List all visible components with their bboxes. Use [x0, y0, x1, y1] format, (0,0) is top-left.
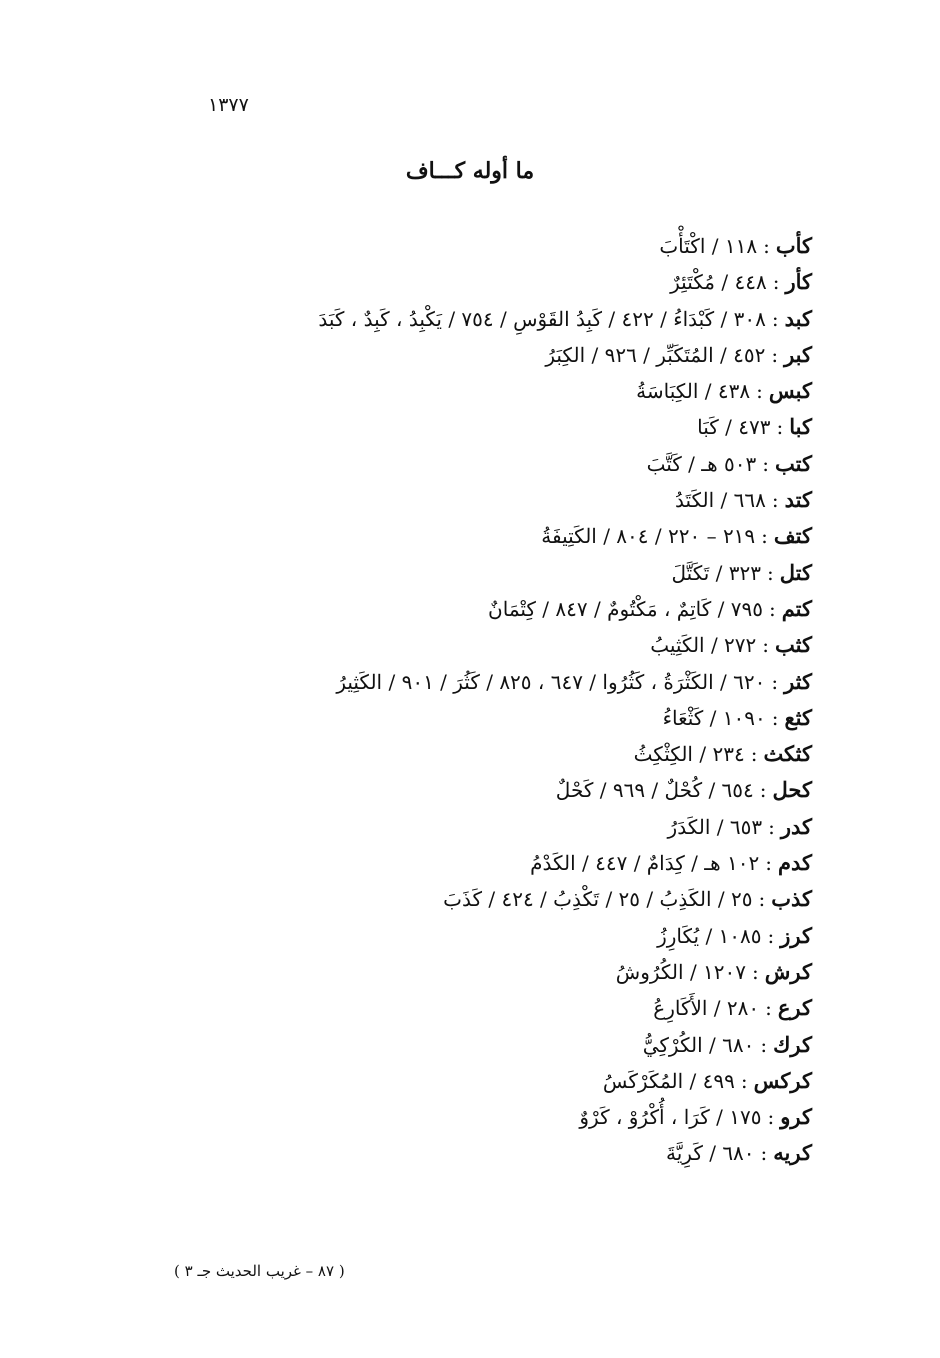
section-title: ما أوله كـــاف	[405, 158, 535, 184]
entry-root: كرش	[764, 958, 812, 984]
entry-references: ٣٠٨ / كَبْدَاءُ / ٤٢٢ / كَبِدُ القَوْسِ / ٧٥٤ / يَكْبِدُ ، كَبِدٌ ، كَبَدَ	[318, 306, 766, 331]
index-entry	[152, 1063, 812, 1099]
index-entry	[152, 954, 812, 990]
entry-root: كثر	[784, 668, 812, 694]
entry-root: كذب	[771, 886, 812, 912]
entry-references: ٤٥٢ / المُتَكَبِّر / ٩٢٦ / الكِبَرُ	[545, 342, 766, 367]
entry-separator: :	[759, 778, 767, 803]
index-entry-list	[152, 228, 812, 1172]
entry-separator: :	[767, 1105, 775, 1130]
entry-separator: :	[761, 524, 768, 549]
index-entry	[152, 446, 812, 482]
entry-root: كثكث	[763, 741, 812, 767]
index-entry	[152, 555, 812, 591]
entry-separator: :	[767, 560, 774, 585]
index-entry	[152, 228, 812, 264]
index-entry	[152, 627, 812, 663]
index-entry	[152, 700, 812, 736]
index-entry	[152, 1135, 812, 1171]
entry-separator: :	[750, 742, 758, 767]
entry-references: ٦٥٤ / كُحْلٌ / ٩٦٩ / كَحْلٌ	[555, 778, 754, 803]
index-entry	[152, 990, 812, 1026]
entry-references: ١١٨ / اكْتَأْبَ	[659, 234, 758, 258]
index-entry	[152, 918, 812, 954]
entry-references: ٤٣٨ / الكِبَاسَةُ	[636, 379, 751, 404]
index-entry	[152, 1099, 812, 1135]
entry-separator: :	[771, 705, 779, 730]
entry-root: كدر	[780, 813, 812, 839]
entry-root: كتف	[773, 523, 812, 549]
entry-references: ٤٤٨ / مُكْتَئِرٌ	[670, 270, 767, 295]
page-footer: ( ٨٧ – غريب الحديث جـ ٣ )	[174, 1262, 345, 1280]
entry-root: كرك	[773, 1031, 812, 1057]
entry-root: كحل	[772, 777, 812, 803]
index-entry	[152, 1027, 812, 1063]
index-entry	[152, 482, 812, 518]
entry-references: ٦٥٣ / الكَدَرُ	[667, 814, 763, 839]
entry-root: كبر	[784, 341, 812, 367]
entry-references: ١٠٩٠ / كَثْعَاءُ	[662, 705, 766, 730]
entry-references: ١٠٨٥ / يُكَارِزُ	[657, 923, 762, 948]
index-entry	[152, 591, 812, 627]
entry-references: ١٠٢ هـ / كِدَامٌ / ٤٤٧ / الكَدْمُ	[530, 851, 760, 876]
entry-references: ٥٠٣ هـ / كَتَّبَ	[646, 451, 757, 476]
entry-references: ٢١٩ – ٢٢٠ / ٨٠٤ / الكَتِيفَةُ	[541, 524, 756, 549]
entry-references: ٦٨٠ / الكُرْكِيُّ	[642, 1032, 755, 1057]
entry-root: كأب	[775, 233, 812, 258]
entry-root: كتد	[784, 487, 812, 513]
entry-separator: :	[772, 270, 780, 295]
index-entry	[152, 772, 812, 808]
entry-root: كركس	[753, 1067, 812, 1093]
index-entry	[152, 736, 812, 772]
index-entry	[152, 301, 812, 337]
entry-references: ٦٨٠ / كَرِيَّةَ	[666, 1141, 755, 1166]
entry-references: ١٢٠٧ / الكُرُوشُ	[615, 959, 747, 984]
entry-separator: :	[762, 451, 770, 476]
entry-references: ٣٢٣ / تَكَتَّلَ	[671, 560, 761, 585]
entry-separator: :	[771, 669, 779, 694]
entry-root: كثب	[775, 632, 812, 658]
entry-references: ١٧٥ / كَرَا ، أُكْرُوْ ، كَرْوٌ	[579, 1105, 762, 1130]
entry-references: ٢٣٤ / الكِثْكِثُ	[633, 742, 745, 767]
index-entry	[152, 809, 812, 845]
entry-root: كتم	[781, 595, 812, 621]
entry-separator: :	[758, 887, 766, 912]
entry-root: كرز	[780, 922, 812, 948]
entry-root: كبد	[784, 305, 812, 331]
index-entry	[152, 373, 812, 409]
entry-separator: :	[765, 851, 772, 876]
entry-separator: :	[765, 996, 772, 1021]
entry-separator: :	[763, 234, 770, 258]
entry-references: ٤٩٩ / المُكَرْكَسُ	[602, 1068, 735, 1093]
index-entry	[152, 664, 812, 700]
entry-references: ٢٨٠ / الأَكَارِعُ	[653, 996, 760, 1021]
entry-separator: :	[776, 415, 784, 440]
entry-references: ٤٧٣ / كَبَا	[697, 415, 771, 440]
index-entry	[152, 518, 812, 554]
entry-root: كدم	[777, 850, 812, 876]
entry-separator: :	[762, 633, 770, 658]
index-entry	[152, 264, 812, 300]
index-entry	[152, 845, 812, 881]
entry-separator: :	[767, 923, 775, 948]
entry-separator: :	[768, 814, 775, 839]
entry-root: كبا	[789, 414, 812, 440]
entry-separator: :	[760, 1032, 768, 1057]
entry-references: ٦٦٨ / الكَتَدُ	[674, 488, 766, 513]
entry-references: ٧٩٥ / كَاتِمٌ ، مَكْتُومٌ / ٨٤٧ / كِتْمَانٌ	[488, 596, 763, 621]
entry-separator: :	[771, 488, 779, 513]
entry-separator: :	[756, 379, 763, 404]
page-number: ١٣٧٧	[208, 94, 249, 116]
entry-root: كرع	[777, 995, 812, 1021]
entry-separator: :	[771, 342, 779, 367]
index-entry	[152, 409, 812, 445]
entry-separator: :	[768, 596, 776, 621]
entry-separator: :	[760, 1141, 768, 1166]
entry-references: ٢٧٢ / الكَثِيبُ	[650, 633, 757, 658]
entry-root: كتب	[775, 450, 812, 476]
entry-separator: :	[771, 306, 779, 331]
entry-root: كتل	[779, 559, 812, 585]
entry-root: كريه	[773, 1140, 812, 1166]
entry-separator: :	[740, 1068, 748, 1093]
entry-root: كأر	[785, 269, 812, 295]
index-entry	[152, 881, 812, 917]
index-entry	[152, 337, 812, 373]
entry-references: ٢٥ / الكَذِبُ / ٢٥ / تَكْذِبُ / ٤٢٤ / كَذَبَ	[443, 887, 753, 912]
entry-root: كبس	[768, 378, 812, 404]
entry-separator: :	[752, 959, 759, 984]
entry-root: كرو	[780, 1104, 812, 1130]
entry-root: كثع	[784, 704, 812, 730]
entry-references: ٦٢٠ / الكَثْرَةُ ، كَثُرُوا / ٦٤٧ ، ٨٢٥ / كَثُرَ / ٩٠١ / الكَثِيرُ	[336, 669, 766, 694]
